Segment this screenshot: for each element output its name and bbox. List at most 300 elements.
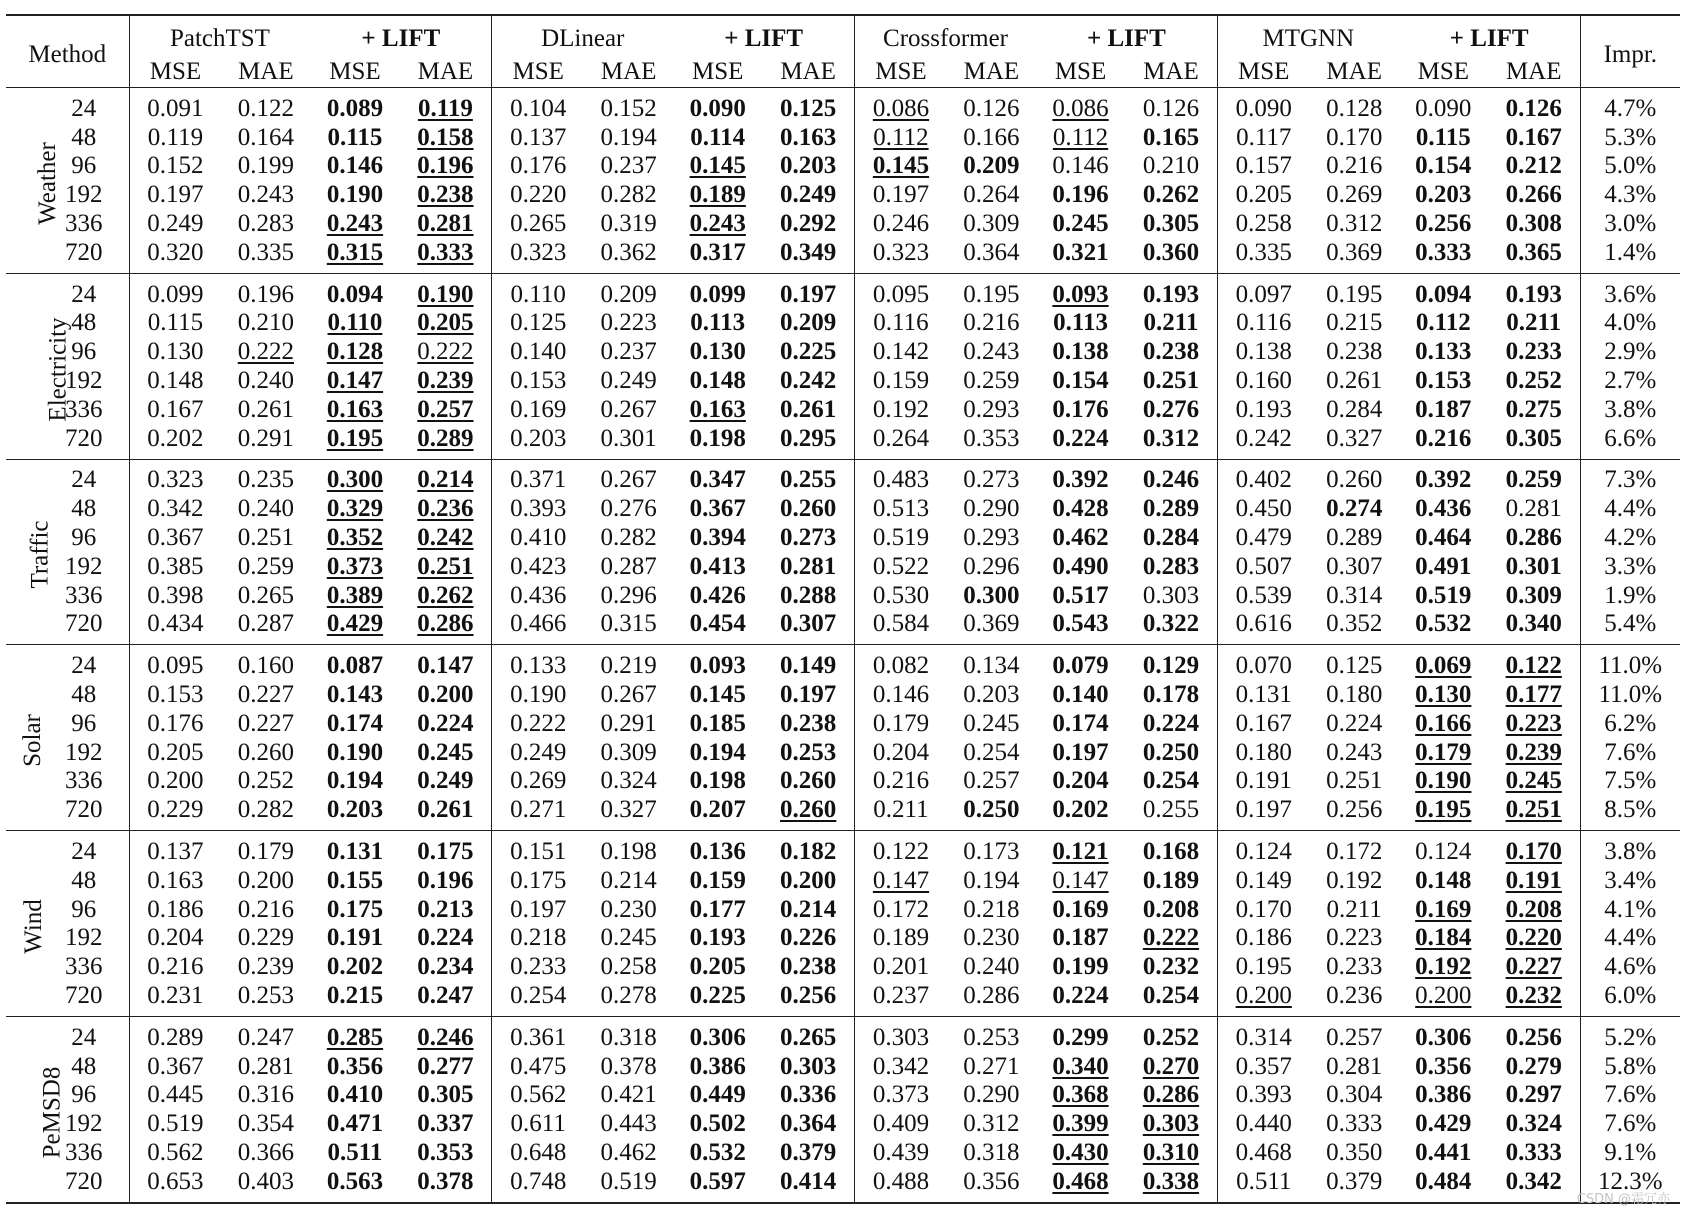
value-cell: 0.253 — [963, 1023, 1020, 1051]
lift-group-header: + LIFT — [673, 15, 854, 55]
value-cell: 0.410 — [326, 1081, 384, 1109]
horizon-cell: 24 — [57, 645, 129, 680]
improvement-cell: 3.6% — [1604, 280, 1657, 308]
value-cell: 0.086 — [872, 94, 930, 122]
value-cell: 0.131 — [1235, 681, 1292, 709]
value-cell: 0.368 — [1052, 1081, 1109, 1109]
dataset-name: Solar — [18, 714, 46, 768]
horizon-cell: 48 — [57, 123, 129, 152]
value-cell: 0.299 — [1052, 1023, 1109, 1051]
value-cell: 0.233 — [510, 953, 567, 981]
value-cell: 0.149 — [1235, 866, 1292, 894]
value-cell: 0.178 — [1125, 680, 1217, 709]
value-cell: 0.112 — [873, 123, 929, 151]
table-row — [6, 1109, 1680, 1138]
value-cell: 0.335 — [237, 238, 294, 266]
value-cell: 0.220 — [1488, 924, 1580, 953]
value-cell: 0.167 — [1488, 123, 1580, 152]
value-cell: 0.204 — [147, 924, 204, 952]
table-row — [6, 645, 1680, 680]
value-cell: 0.091 — [147, 94, 204, 122]
value-cell: 0.507 — [1235, 552, 1292, 580]
value-cell: 0.097 — [1235, 280, 1292, 308]
dataset-name: Weather — [33, 142, 61, 225]
value-cell: 0.200 — [1235, 982, 1292, 1009]
value-cell: 0.194 — [963, 866, 1020, 894]
table-row — [6, 88, 1680, 123]
value-cell: 0.216 — [1415, 424, 1472, 452]
value-cell: 0.253 — [237, 982, 294, 1009]
value-cell: 0.157 — [1235, 152, 1292, 180]
horizon-cell: 192 — [57, 180, 129, 209]
value-cell: 0.198 — [689, 767, 746, 795]
value-cell: 0.154 — [1052, 367, 1109, 395]
value-cell: 0.316 — [237, 1081, 294, 1109]
value-cell: 0.124 — [1415, 838, 1472, 866]
value-cell: 0.471 — [326, 1110, 384, 1138]
value-cell: 0.251 — [1488, 795, 1580, 830]
mae-header: MAE — [400, 55, 492, 88]
value-cell: 0.164 — [237, 123, 294, 151]
value-cell: 0.179 — [1415, 738, 1472, 766]
value-cell: 0.204 — [872, 738, 930, 766]
value-cell: 0.616 — [1235, 610, 1292, 638]
value-cell: 0.187 — [1415, 395, 1472, 423]
value-cell: 0.434 — [147, 610, 204, 638]
value-cell: 0.212 — [1488, 152, 1580, 181]
value-cell: 0.317 — [689, 238, 746, 266]
horizon-cell: 720 — [57, 795, 129, 830]
value-cell: 0.423 — [510, 552, 567, 580]
value-cell: 0.184 — [1415, 924, 1472, 952]
value-cell: 0.519 — [147, 1110, 204, 1138]
value-cell: 0.201 — [872, 953, 930, 981]
value-cell: 0.179 — [872, 709, 930, 737]
mse-header: MSE — [1238, 57, 1290, 85]
value-cell: 0.167 — [1235, 709, 1292, 737]
value-cell: 0.295 — [762, 424, 854, 459]
value-cell: 0.342 — [147, 495, 204, 523]
value-cell: 0.258 — [1235, 210, 1292, 238]
value-cell: 0.224 — [400, 924, 492, 953]
horizon-cell: 96 — [57, 152, 129, 181]
value-cell: 0.292 — [762, 209, 854, 238]
value-cell: 0.213 — [400, 895, 492, 924]
value-cell: 0.392 — [1052, 466, 1109, 494]
value-cell: 0.153 — [147, 681, 204, 709]
value-cell: 0.261 — [1326, 367, 1383, 395]
value-cell: 0.093 — [689, 652, 746, 680]
value-cell: 0.361 — [510, 1023, 567, 1051]
model-group-header: DLinear — [541, 25, 625, 52]
value-cell: 0.276 — [600, 495, 657, 523]
value-cell: 0.197 — [1052, 738, 1109, 766]
table-row — [6, 795, 1680, 830]
mse-header: MSE — [875, 57, 927, 85]
value-cell: 0.519 — [600, 1167, 657, 1195]
table-row — [6, 424, 1680, 459]
value-cell: 0.129 — [1125, 645, 1217, 680]
value-cell: 0.249 — [400, 767, 492, 796]
value-cell: 0.264 — [872, 424, 930, 452]
horizon-cell: 336 — [57, 581, 129, 610]
value-cell: 0.159 — [872, 367, 930, 395]
value-cell: 0.239 — [237, 953, 294, 981]
value-cell: 0.243 — [963, 338, 1020, 366]
table-row — [6, 123, 1680, 152]
value-cell: 0.239 — [400, 366, 492, 395]
value-cell: 0.443 — [600, 1110, 657, 1138]
value-cell: 0.249 — [600, 367, 657, 395]
value-cell: 0.203 — [1415, 181, 1472, 209]
value-cell: 0.238 — [1125, 337, 1217, 366]
value-cell: 0.192 — [1415, 953, 1472, 981]
horizon-cell: 720 — [57, 238, 129, 273]
horizon-cell: 336 — [57, 209, 129, 238]
value-cell: 0.238 — [400, 180, 492, 209]
horizon-cell: 24 — [57, 273, 129, 308]
improvement-cell: 3.3% — [1604, 552, 1657, 580]
value-cell: 0.484 — [1415, 1167, 1472, 1195]
value-cell: 0.224 — [1125, 709, 1217, 738]
improvement-cell: 4.2% — [1604, 524, 1657, 552]
value-cell: 0.122 — [872, 838, 930, 866]
mse-header: MSE — [1417, 57, 1469, 85]
table-row — [6, 337, 1680, 366]
value-cell: 0.267 — [600, 395, 657, 423]
value-cell: 0.252 — [1125, 1016, 1217, 1051]
value-cell: 0.196 — [237, 280, 294, 308]
improvement-cell: 7.3% — [1604, 466, 1657, 494]
value-cell: 0.148 — [689, 367, 746, 395]
table-row — [6, 767, 1680, 796]
value-cell: 0.274 — [1326, 495, 1383, 523]
value-cell: 0.256 — [1488, 1016, 1580, 1051]
value-cell: 0.172 — [872, 895, 930, 923]
value-cell: 0.082 — [872, 652, 930, 680]
value-cell: 0.205 — [400, 309, 492, 338]
value-cell: 0.236 — [400, 494, 492, 523]
horizon-cell: 24 — [57, 831, 129, 866]
value-cell: 0.121 — [1052, 838, 1109, 866]
value-cell: 0.300 — [963, 581, 1020, 609]
value-cell: 0.286 — [1125, 1081, 1217, 1110]
value-cell: 0.279 — [1488, 1052, 1580, 1081]
table-row — [6, 952, 1680, 981]
value-cell: 0.245 — [1488, 767, 1580, 796]
table-row — [6, 209, 1680, 238]
value-cell: 0.202 — [1052, 796, 1109, 824]
value-cell: 0.239 — [1488, 738, 1580, 767]
lift-group-header: + LIFT — [1399, 15, 1580, 55]
dataset-name: Traffic — [26, 520, 54, 589]
improvement-cell: 4.6% — [1604, 953, 1657, 981]
value-cell: 0.169 — [1415, 895, 1472, 923]
value-cell: 0.163 — [689, 395, 746, 423]
value-cell: 0.137 — [510, 123, 567, 151]
improvement-cell: 4.3% — [1604, 181, 1657, 209]
value-cell: 0.180 — [1235, 738, 1292, 766]
value-cell: 0.159 — [689, 866, 746, 894]
value-cell: 0.234 — [400, 952, 492, 981]
value-cell: 0.232 — [1488, 981, 1580, 1016]
value-cell: 0.563 — [326, 1167, 384, 1195]
value-cell: 0.327 — [1326, 424, 1383, 452]
value-cell: 0.200 — [762, 866, 854, 895]
value-cell: 0.369 — [1326, 238, 1383, 266]
value-cell: 0.119 — [147, 123, 204, 151]
value-cell: 0.230 — [963, 924, 1020, 952]
value-cell: 0.303 — [762, 1052, 854, 1081]
value-cell: 0.230 — [600, 895, 657, 923]
value-cell: 0.450 — [1235, 495, 1292, 523]
value-cell: 0.301 — [600, 424, 657, 452]
value-cell: 0.203 — [326, 796, 384, 824]
value-cell: 0.203 — [510, 424, 567, 452]
value-cell: 0.379 — [1326, 1167, 1383, 1195]
value-cell: 0.271 — [963, 1052, 1020, 1080]
value-cell: 0.260 — [762, 795, 854, 830]
value-cell: 0.249 — [510, 738, 567, 766]
value-cell: 0.147 — [400, 645, 492, 680]
value-cell: 0.245 — [963, 709, 1020, 737]
value-cell: 0.365 — [1488, 238, 1580, 273]
value-cell: 0.258 — [600, 953, 657, 981]
value-cell: 0.155 — [326, 866, 384, 894]
value-cell: 0.413 — [689, 552, 746, 580]
value-cell: 0.154 — [1415, 152, 1472, 180]
value-cell: 0.309 — [1488, 581, 1580, 610]
value-cell: 0.340 — [1052, 1052, 1109, 1080]
table-row — [6, 273, 1680, 308]
value-cell: 0.340 — [1488, 610, 1580, 645]
horizon-cell: 96 — [57, 709, 129, 738]
value-cell: 0.256 — [762, 981, 854, 1016]
value-cell: 0.257 — [963, 767, 1020, 795]
value-cell: 0.347 — [689, 466, 746, 494]
improvement-cell: 7.6% — [1604, 1110, 1657, 1138]
value-cell: 0.240 — [237, 495, 294, 523]
value-cell: 0.196 — [400, 866, 492, 895]
horizon-cell: 96 — [57, 337, 129, 366]
value-cell: 0.223 — [1488, 709, 1580, 738]
value-cell: 0.191 — [1235, 767, 1292, 795]
value-cell: 0.233 — [1326, 953, 1383, 981]
value-cell: 0.197 — [762, 680, 854, 709]
value-cell: 0.309 — [963, 210, 1020, 238]
value-cell: 0.297 — [1488, 1081, 1580, 1110]
value-cell: 0.176 — [1052, 395, 1109, 423]
value-cell: 0.142 — [872, 338, 930, 366]
value-cell: 0.152 — [600, 94, 657, 122]
value-cell: 0.232 — [1125, 952, 1217, 981]
value-cell: 0.238 — [762, 952, 854, 981]
value-cell: 0.163 — [147, 866, 204, 894]
value-cell: 0.140 — [1052, 681, 1109, 709]
value-cell: 0.309 — [600, 738, 657, 766]
value-cell: 0.342 — [872, 1052, 930, 1080]
value-cell: 0.306 — [689, 1023, 746, 1051]
value-cell: 0.517 — [1052, 581, 1109, 609]
value-cell: 0.197 — [762, 273, 854, 308]
value-cell: 0.216 — [237, 895, 294, 923]
value-cell: 0.202 — [147, 424, 204, 452]
value-cell: 0.220 — [510, 181, 567, 209]
value-cell: 0.079 — [1052, 652, 1109, 680]
value-cell: 0.237 — [872, 982, 930, 1009]
value-cell: 0.539 — [1235, 581, 1292, 609]
table-row — [6, 459, 1680, 494]
value-cell: 0.519 — [1415, 581, 1472, 609]
value-cell: 0.115 — [1415, 123, 1471, 151]
value-cell: 0.214 — [600, 866, 657, 894]
value-cell: 0.290 — [963, 495, 1020, 523]
improvement-cell: 3.0% — [1604, 210, 1657, 238]
value-cell: 0.389 — [326, 581, 384, 609]
improvement-cell: 7.6% — [1604, 1081, 1657, 1109]
lift-group-header: + LIFT — [1036, 15, 1217, 55]
value-cell: 0.211 — [1326, 895, 1382, 923]
value-cell: 0.087 — [326, 652, 384, 680]
value-cell: 0.210 — [1125, 152, 1217, 181]
value-cell: 0.169 — [510, 395, 567, 423]
value-cell: 0.251 — [1326, 767, 1383, 795]
value-cell: 0.216 — [872, 767, 930, 795]
value-cell: 0.099 — [147, 280, 204, 308]
value-cell: 0.242 — [400, 523, 492, 552]
value-cell: 0.468 — [1052, 1167, 1109, 1195]
value-cell: 0.307 — [1326, 552, 1383, 580]
table-row — [6, 494, 1680, 523]
value-cell: 0.441 — [1415, 1138, 1472, 1166]
horizon-cell: 720 — [57, 981, 129, 1016]
value-cell: 0.276 — [1125, 395, 1217, 424]
value-cell: 0.233 — [1488, 337, 1580, 366]
value-cell: 0.356 — [963, 1167, 1020, 1195]
table-row — [6, 831, 1680, 866]
value-cell: 0.191 — [1488, 866, 1580, 895]
value-cell: 0.597 — [689, 1167, 746, 1195]
value-cell: 0.488 — [872, 1167, 930, 1195]
value-cell: 0.562 — [147, 1138, 204, 1166]
value-cell: 0.153 — [1415, 367, 1472, 395]
value-cell: 0.439 — [872, 1138, 930, 1166]
value-cell: 0.262 — [1125, 180, 1217, 209]
value-cell: 0.243 — [326, 210, 384, 238]
value-cell: 0.261 — [237, 395, 294, 423]
value-cell: 0.333 — [1415, 238, 1472, 266]
value-cell: 0.267 — [600, 466, 657, 494]
value-cell: 0.250 — [1125, 738, 1217, 767]
value-cell: 0.193 — [1125, 273, 1217, 308]
value-cell: 0.207 — [689, 796, 746, 824]
value-cell: 0.260 — [237, 738, 294, 766]
value-cell: 0.323 — [147, 466, 204, 494]
value-cell: 0.259 — [963, 367, 1020, 395]
value-cell: 0.203 — [963, 681, 1020, 709]
dataset-label — [6, 831, 57, 1017]
value-cell: 0.436 — [510, 581, 567, 609]
value-cell: 0.611 — [510, 1110, 566, 1138]
value-cell: 0.115 — [327, 123, 383, 151]
value-cell: 0.200 — [237, 866, 294, 894]
value-cell: 0.270 — [1125, 1052, 1217, 1081]
value-cell: 0.284 — [1326, 395, 1383, 423]
table-row — [6, 1167, 1680, 1203]
value-cell: 0.289 — [1125, 494, 1217, 523]
value-cell: 0.254 — [963, 738, 1020, 766]
value-cell: 0.126 — [1488, 88, 1580, 123]
value-cell: 0.090 — [1235, 94, 1292, 122]
value-cell: 0.367 — [689, 495, 746, 523]
value-cell: 0.305 — [1125, 209, 1217, 238]
value-cell: 0.254 — [1125, 767, 1217, 796]
value-cell: 0.479 — [1235, 524, 1292, 552]
value-cell: 0.215 — [1326, 309, 1383, 337]
value-cell: 0.329 — [326, 495, 384, 523]
horizon-cell: 336 — [57, 1138, 129, 1167]
value-cell: 0.175 — [400, 831, 492, 866]
horizon-cell: 48 — [57, 309, 129, 338]
mae-header: MAE — [1326, 57, 1382, 85]
value-cell: 0.293 — [963, 395, 1020, 423]
value-cell: 0.186 — [147, 895, 204, 923]
value-cell: 0.145 — [872, 152, 930, 180]
value-cell: 0.336 — [762, 1081, 854, 1110]
value-cell: 0.255 — [1125, 795, 1217, 830]
value-cell: 0.209 — [762, 309, 854, 338]
value-cell: 0.562 — [510, 1081, 567, 1109]
improvement-cell: 6.2% — [1604, 709, 1657, 737]
improvement-cell: 4.7% — [1604, 94, 1657, 122]
value-cell: 0.490 — [1052, 552, 1109, 580]
value-cell: 0.143 — [326, 681, 384, 709]
value-cell: 0.249 — [762, 180, 854, 209]
value-cell: 0.126 — [1125, 88, 1217, 123]
value-cell: 0.356 — [1415, 1052, 1472, 1080]
table-row — [6, 1138, 1680, 1167]
value-cell: 0.147 — [1052, 866, 1109, 894]
value-cell: 0.243 — [1326, 738, 1383, 766]
value-cell: 0.147 — [872, 866, 930, 894]
horizon-cell: 48 — [57, 1052, 129, 1081]
value-cell: 0.216 — [963, 309, 1020, 337]
value-cell: 0.269 — [510, 767, 567, 795]
value-cell: 0.223 — [600, 309, 657, 337]
value-cell: 0.190 — [1415, 767, 1472, 795]
value-cell: 0.218 — [963, 895, 1020, 923]
value-cell: 0.291 — [600, 709, 657, 737]
value-cell: 0.366 — [237, 1138, 294, 1166]
value-cell: 0.225 — [689, 982, 746, 1009]
table-row — [6, 738, 1680, 767]
improvement-cell: 3.4% — [1604, 866, 1657, 894]
value-cell: 0.353 — [963, 424, 1020, 452]
value-cell: 0.191 — [326, 924, 384, 952]
value-cell: 0.163 — [326, 395, 384, 423]
dataset-name: Electricity — [44, 317, 72, 422]
value-cell: 0.335 — [1235, 238, 1292, 266]
horizon-cell: 24 — [57, 88, 129, 123]
value-cell: 0.269 — [1326, 181, 1383, 209]
value-cell: 0.385 — [147, 552, 204, 580]
value-cell: 0.373 — [326, 552, 384, 580]
value-cell: 0.421 — [600, 1081, 657, 1109]
improvement-cell: 3.8% — [1604, 838, 1657, 866]
value-cell: 0.333 — [400, 238, 492, 273]
value-cell: 0.281 — [1326, 1052, 1383, 1080]
value-cell: 0.215 — [326, 982, 384, 1009]
